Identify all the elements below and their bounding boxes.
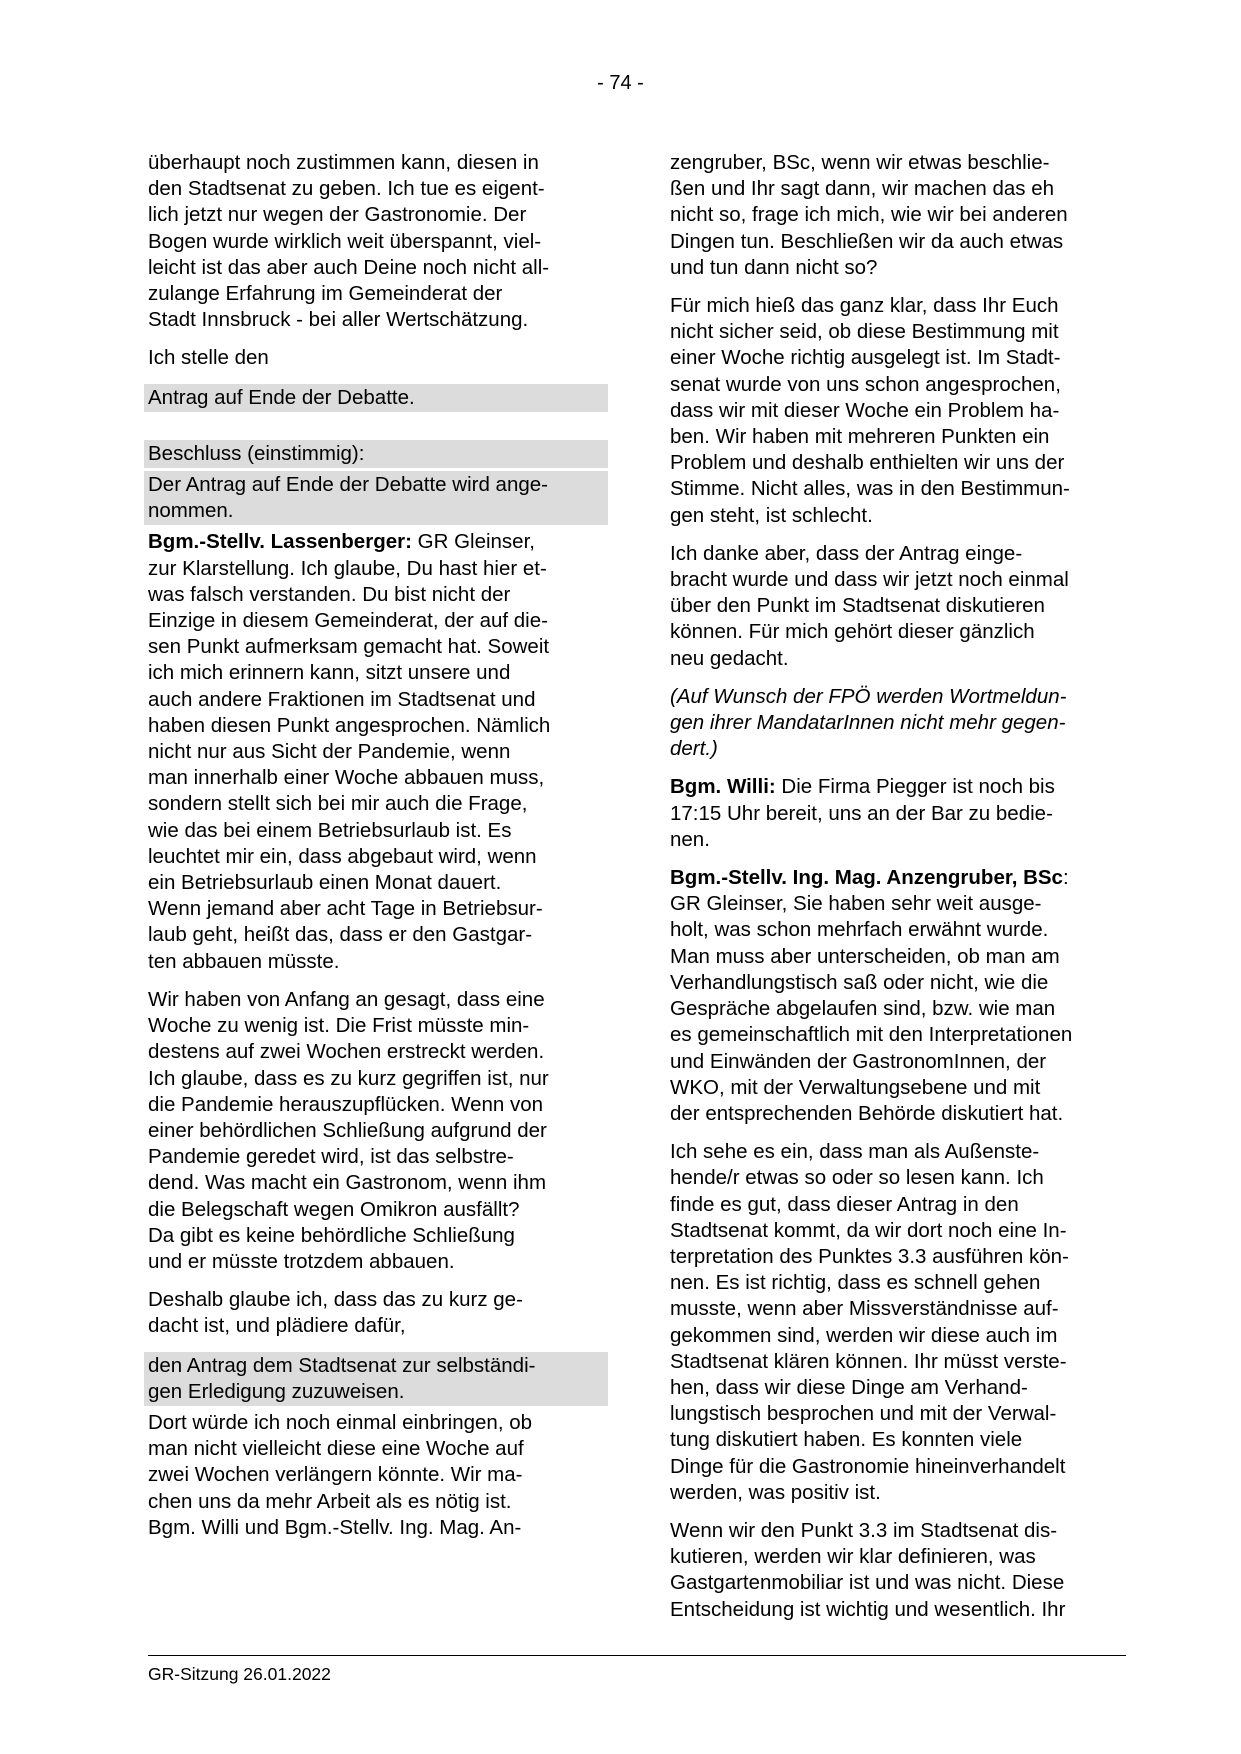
editorial-note: [670, 684, 1128, 763]
text-line: dert.): [670, 737, 718, 761]
text-line: nen.: [670, 827, 710, 851]
speech-lassenberger: Bgm.-Stellv. Lassenberger: GR Gleinser, zur Klarstellung. Ich glaube, Du hast hier et- was falsch verstanden. Du bist nicht der Einzige in diesem Gemeinderat, der auf die- sen Punkt aufmerksam gemacht hat. Soweit ich mich erinnern kann, sitzt unsere und auch andere Fraktionen im Stadtsenat und haben diesen Punkt angesprochen. Nämlich nicht nur aus Sicht der Pandemie, wenn man innerhalb einer Woche abbauen muss, sondern stellt sich bei mir auch die Frage, wie das bei einem Betriebsurlaub ist. Es leuchtet mir ein, dass abgebaut wird, wenn ein Betriebsurlaub einen Monat dauert. Wenn jemand aber acht Tage in Betriebsur- laub geht, heißt das, dass er den Gastgar- ten abbauen müsste.: [148, 530, 551, 973]
text-line: neu gedacht.: [670, 646, 789, 670]
text-line: nen. Es ist richtig, dass es schnell gehen: [670, 1271, 1041, 1295]
text-line: Pandemie geredet wird, ist das selbstre-: [148, 1145, 514, 1169]
text-line: auch andere Fraktionen im Stadtsenat und: [148, 687, 536, 711]
text-line: senat wurde von uns schon angesprochen,: [670, 372, 1061, 396]
text-line: über den Punkt im Stadtsenat diskutieren: [670, 594, 1045, 618]
text-line: die Belegschaft wegen Omikron ausfällt?: [148, 1197, 520, 1221]
text-line: und Einwänden der GastronomInnen, der: [670, 1049, 1047, 1073]
paragraph: [670, 1518, 1128, 1623]
text-line: einer Woche richtig ausgelegt ist. Im Stadt-: [670, 346, 1061, 370]
text-line: gen ihrer MandatarInnen nicht mehr gegen-: [670, 711, 1066, 735]
text-line: Stimme. Nicht alles, was in den Bestimmun-: [670, 477, 1070, 501]
paragraph: [670, 1139, 1128, 1506]
text-line: zulange Erfahrung im Gemeinderat der: [148, 282, 503, 306]
text-line: werden, was positiv ist.: [670, 1480, 881, 1504]
text-line: leuchtet mir ein, dass abgebaut wird, wenn: [148, 844, 537, 868]
text-line: dend. Was macht ein Gastronom, wenn ihm: [148, 1171, 547, 1195]
speaker-name: Bgm.-Stellv. Lassenberger:: [148, 530, 412, 554]
speech-anzengruber: Bgm.-Stellv. Ing. Mag. Anzengruber, BSc: GR Gleinser, Sie haben sehr weit ausge- holt, was schon mehrfach erwähnt wurde. Man muss aber unterscheiden, ob man am Verhandlungstisch saß oder nicht, wie die Gespräche abgelaufen sind, bzw. wie man es gemeinschaftlich mit den Interpretationen und Einwänden der GastronomInnen, der WKO, mit der Verwaltungsebene und mit der entsprechenden Behörde diskutiert hat.: [670, 866, 1073, 1125]
resolution-text: [144, 471, 608, 525]
text-line: haben diesen Punkt angesprochen. Nämlich: [148, 713, 551, 737]
text-line: Stadtsenat kommt, da wir dort noch eine In-: [670, 1218, 1067, 1242]
text-line: ich mich erinnern kann, sitzt unsere und: [148, 661, 511, 685]
text-line: Bogen wurde wirklich weit überspannt, viel-: [148, 229, 542, 253]
text-line: lungstisch besprochen und mit der Verwal-: [670, 1402, 1057, 1426]
text-line: der entsprechenden Behörde diskutiert hat.: [670, 1101, 1064, 1125]
paragraph: [148, 1287, 608, 1339]
paragraph: [148, 1410, 608, 1541]
text-line: destens auf zwei Wochen erstreckt werden.: [148, 1040, 545, 1064]
text-line: Wenn jemand aber acht Tage in Betriebsur-: [148, 897, 543, 921]
text-line: es gemeinschaftlich mit den Interpretationen: [670, 1023, 1073, 1047]
text-line: Deshalb glaube ich, dass das zu kurz ge-: [148, 1288, 523, 1312]
speaker-name: Bgm. Willi:: [670, 775, 776, 799]
paragraph: [670, 293, 1128, 529]
text-line: kutieren, werden wir klar definieren, was: [670, 1545, 1036, 1569]
text-line: den Antrag dem Stadtsenat zur selbständi-: [148, 1353, 536, 1377]
text-line: musste, wenn aber Missverständnisse auf-: [670, 1297, 1059, 1321]
text-line: Für mich hieß das ganz klar, dass Ihr Euch: [670, 294, 1059, 318]
text-line: WKO, mit der Verwaltungsebene und mit: [670, 1075, 1041, 1099]
text-line: Ich glaube, dass es zu kurz gegriffen ist, nur: [148, 1066, 549, 1090]
text-line: Wir haben von Anfang an gesagt, dass eine: [148, 987, 545, 1011]
resolution-title: Beschluss (einstimmig):: [144, 440, 608, 468]
text-line: Stadt Innsbruck - bei aller Wertschätzung.: [148, 308, 529, 332]
text-line: leicht ist das aber auch Deine noch nicht all-: [148, 255, 550, 279]
text-line: lich jetzt nur wegen der Gastronomie. Der: [148, 203, 527, 227]
speech-willi: Bgm. Willi: Die Firma Piegger ist noch bis 17:15 Uhr bereit, uns an der Bar zu bedie- nen.: [670, 775, 1055, 851]
paragraph: [148, 150, 608, 333]
text-line: Da gibt es keine behördliche Schließung: [148, 1223, 515, 1247]
text-line: laub geht, heißt das, dass er den Gastgar-: [148, 923, 533, 947]
footer-session-date: GR-Sitzung 26.01.2022: [148, 1664, 331, 1684]
text-line: Bgm. Willi und Bgm.-Stellv. Ing. Mag. An-: [148, 1515, 522, 1539]
text-line: und tun dann nicht so?: [670, 255, 878, 279]
left-column: [148, 150, 608, 1553]
text-line: Gastgartenmobiliar ist und was nicht. Diese: [670, 1571, 1065, 1595]
right-column: [670, 150, 1128, 1635]
motion-zuweisung-stadtsenat: [144, 1352, 608, 1406]
text-line: (Auf Wunsch der FPÖ werden Wortmeldun-: [670, 684, 1067, 708]
text-line: terpretation des Punktes 3.3 ausführen kön-: [670, 1244, 1069, 1268]
text-line: zur Klarstellung. Ich glaube, Du hast hier et-: [148, 556, 547, 580]
text-line: dacht ist, und plädiere dafür,: [148, 1314, 406, 1338]
text-line: gen steht, ist schlecht.: [670, 503, 873, 527]
text-line: tung diskutiert haben. Es konnten viele: [670, 1428, 1023, 1452]
text-line: Ich sehe es ein, dass man als Außenste-: [670, 1140, 1040, 1164]
text-line: zwei Wochen verlängern könnte. Wir ma-: [148, 1463, 523, 1487]
text-line: ben. Wir haben mit mehreren Punkten ein: [670, 425, 1050, 449]
speaker-name: Bgm.-Stellv. Ing. Mag. Anzengruber, BSc: [670, 866, 1063, 890]
text-line: Einzige in diesem Gemeinderat, der auf die-: [148, 609, 548, 633]
page-number: - 74 -: [597, 72, 644, 94]
text-line: 17:15 Uhr bereit, uns an der Bar zu bedie-: [670, 801, 1053, 825]
text-line: finde es gut, dass dieser Antrag in den: [670, 1192, 1019, 1216]
text-line: Dort würde ich noch einmal einbringen, ob: [148, 1410, 533, 1434]
text-line: nicht so, frage ich mich, wie wir bei anderen: [670, 203, 1068, 227]
text-line: wie das bei einem Betriebsurlaub ist. Es: [148, 818, 512, 842]
text-line: Problem und deshalb enthielten wir uns der: [670, 451, 1065, 475]
text-line: holt, was schon mehrfach erwähnt wurde.: [670, 918, 1049, 942]
footer-divider: [148, 1655, 1126, 1656]
text-line: und er müsste trotzdem abbauen.: [148, 1249, 455, 1273]
text-line: Ich danke aber, dass der Antrag einge-: [670, 541, 1023, 565]
paragraph: [148, 987, 608, 1275]
text-line: nommen.: [148, 499, 234, 523]
text-line: was falsch verstanden. Du bist nicht der: [148, 582, 511, 606]
text-line: zengruber, BSc, wenn wir etwas beschlie-: [670, 151, 1050, 174]
text-line: ten abbauen müsste.: [148, 949, 340, 973]
text-line: gen Erledigung zuzuweisen.: [148, 1379, 405, 1403]
text-line: Dingen tun. Beschließen wir da auch etwas: [670, 229, 1064, 253]
text-line: einer behördlichen Schließung aufgrund der: [148, 1118, 547, 1142]
text-line: nicht nur aus Sicht der Pandemie, wenn: [148, 740, 511, 764]
text-line: hende/r etwas so oder so lesen kann. Ich: [670, 1166, 1044, 1190]
text-line: bracht wurde und dass wir jetzt noch einmal: [670, 568, 1069, 592]
text-line: Man muss aber unterscheiden, ob man am: [670, 944, 1060, 968]
text-line: gekommen sind, werden wir diese auch im: [670, 1323, 1058, 1347]
paragraph: [670, 150, 1128, 281]
text-line: Stadtsenat klären können. Ihr müsst verste-: [670, 1349, 1067, 1373]
text-line: dass wir mit dieser Woche ein Problem ha-: [670, 398, 1060, 422]
text-line: ein Betriebsurlaub einen Monat dauert.: [148, 871, 502, 895]
text-line: Gespräche abgelaufen sind, bzw. wie man: [670, 997, 1056, 1021]
text-line: Der Antrag auf Ende der Debatte wird ange-: [148, 473, 548, 497]
text-line: hen, dass wir diese Dinge am Verhand-: [670, 1375, 1028, 1399]
motion-antrag-ende-debatte: Antrag auf Ende der Debatte.: [144, 384, 608, 412]
text-line: sen Punkt aufmerksam gemacht hat. Soweit: [148, 635, 550, 659]
text-line: chen uns da mehr Arbeit als es nötig ist.: [148, 1489, 512, 1513]
text-line: Wenn wir den Punkt 3.3 im Stadtsenat dis-: [670, 1518, 1058, 1542]
text-line: ßen und Ihr sagt dann, wir machen das eh: [670, 177, 1055, 201]
text-line: können. Für mich gehört dieser gänzlich: [670, 620, 1035, 644]
paragraph: Ich stelle den: [148, 346, 269, 370]
paragraph: [670, 541, 1128, 672]
text-line: Dinge für die Gastronomie hineinverhandelt: [670, 1454, 1066, 1478]
text-line: GR Gleinser, Sie haben sehr weit ausge-: [670, 892, 1042, 916]
text-line: sondern stellt sich bei mir auch die Frage,: [148, 792, 528, 816]
text-line: Entscheidung ist wichtig und wesentlich. Ihr: [670, 1597, 1066, 1621]
text-line: man innerhalb einer Woche abbauen muss,: [148, 766, 545, 790]
text-line: überhaupt noch zustimmen kann, diesen in: [148, 151, 539, 174]
text-line: den Stadtsenat zu geben. Ich tue es eigent-: [148, 177, 545, 201]
text-line: nicht sicher seid, ob diese Bestimmung mit: [670, 320, 1059, 344]
text-line: die Pandemie herauszupflücken. Wenn von: [148, 1092, 544, 1116]
text-line: man nicht vielleicht diese eine Woche auf: [148, 1437, 524, 1461]
text-line: Verhandlungstisch saß oder nicht, wie die: [670, 970, 1049, 994]
text-line: Woche zu wenig ist. Die Frist müsste min-: [148, 1014, 530, 1038]
